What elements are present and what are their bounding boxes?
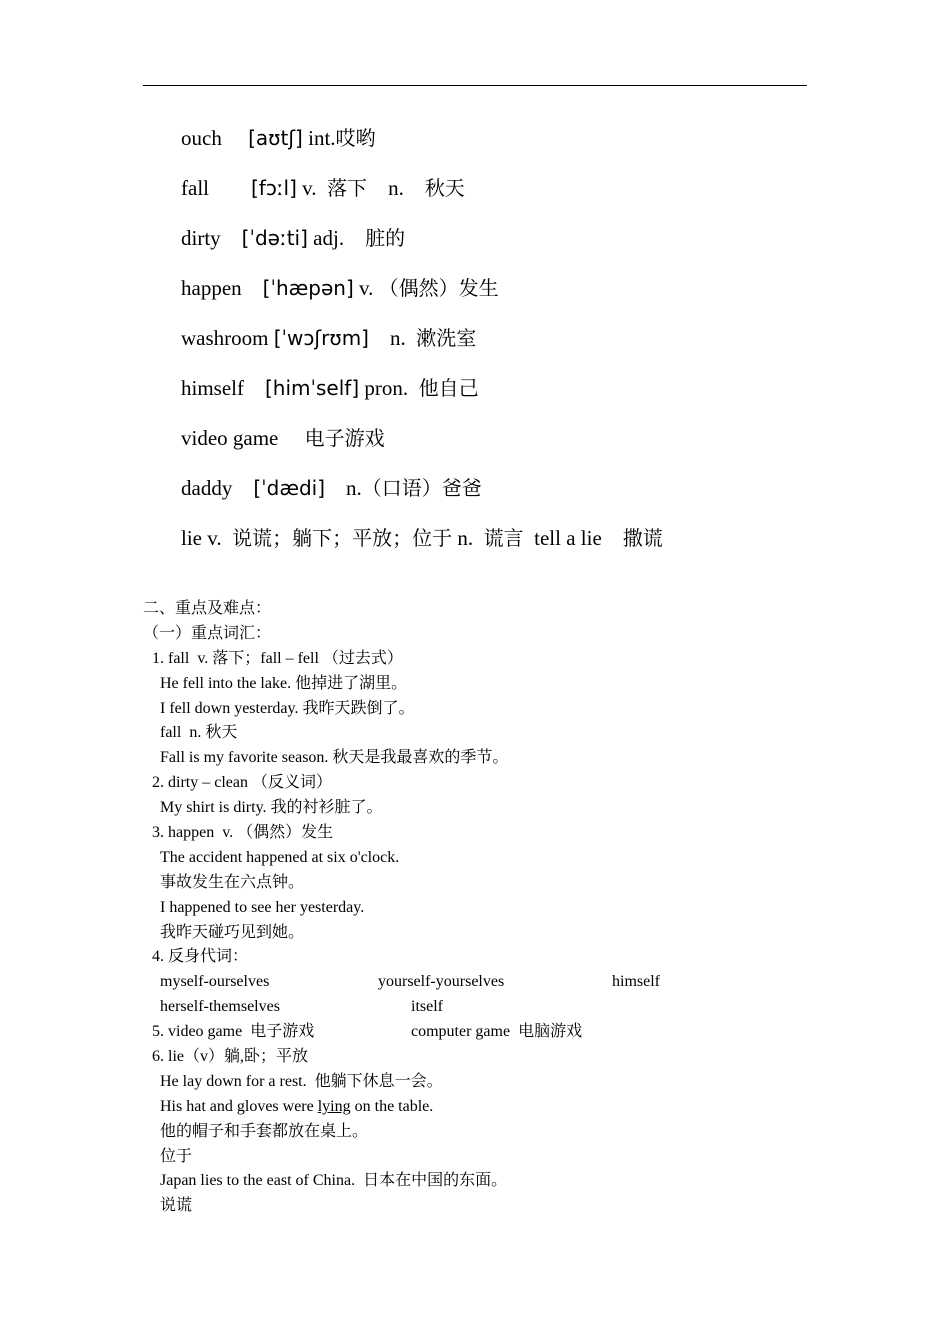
header-rule	[143, 85, 807, 86]
vocab-meaning: 落下	[327, 176, 368, 200]
example-sentence: Japan lies to the east of China. 日本在中国的东面。	[160, 1172, 508, 1190]
pronoun-row	[143, 970, 660, 995]
vocab-word: ouch	[181, 126, 222, 150]
pronoun-pair: himself	[612, 973, 660, 991]
vocab-row-happen	[181, 268, 663, 318]
vocab-pos: v.	[302, 176, 317, 200]
vocab-phrase-meaning: 撒谎	[622, 526, 663, 550]
vocab-row-lie	[181, 518, 663, 568]
vocab-word: video game	[181, 426, 279, 450]
underlined-word: lying	[317, 1097, 351, 1115]
vocab-meaning: 说谎；躺下；平放；位于	[232, 526, 453, 550]
vocab-meaning: 他自己	[418, 376, 479, 400]
note-subitem: fall n. 秋天	[160, 724, 238, 742]
note-item-5b: computer game 电脑游戏	[411, 1023, 583, 1041]
vocab-meaning: 哎哟	[335, 126, 376, 150]
vocab-ipa: [ˈdædi]	[253, 476, 326, 500]
vocab-meaning-2: 谎言	[483, 526, 524, 550]
vocab-row-himself	[181, 368, 663, 418]
vocab-pos: v.	[207, 526, 222, 550]
pronoun-pair: yourself-yourselves	[378, 973, 505, 991]
vocab-pos: n.	[389, 326, 406, 350]
pronoun-pair: herself-themselves	[160, 998, 280, 1016]
note-item-4: 4. 反身代词：	[152, 948, 249, 966]
vocab-row-video-game	[181, 418, 663, 468]
example-sentence: The accident happened at six o'clock.	[160, 848, 400, 866]
vocab-ipa: [ˈhæpən]	[262, 276, 354, 300]
example-sentence: He fell into the lake. 他掉进了湖里。	[160, 674, 408, 692]
vocab-pos: pron.	[364, 376, 409, 400]
note-item-6: 6. lie（v）躺,卧；平放	[152, 1048, 308, 1066]
subsection-title: （一）重点词汇：	[143, 624, 272, 642]
example-sentence: Fall is my favorite season. 秋天是我最喜欢的季节。	[160, 749, 509, 767]
vocab-ipa: [ˈwɔʃrʊm]	[273, 326, 369, 350]
vocab-word: happen	[181, 276, 242, 300]
example-sentence: I happened to see her yesterday.	[160, 898, 365, 916]
vocab-meaning: （口语）爸爸	[361, 476, 482, 500]
vocab-word: dirty	[181, 226, 221, 250]
note-subitem: 说谎	[160, 1197, 193, 1215]
example-translation: 他的帽子和手套都放在桌上。	[160, 1122, 369, 1140]
vocab-pos: v.	[359, 276, 374, 300]
note-item-5	[143, 1020, 660, 1045]
note-item-3: 3. happen v. （偶然）发生	[152, 824, 334, 842]
pronoun-pair: itself	[411, 998, 443, 1016]
vocab-ipa: [aʊtʃ]	[248, 126, 303, 150]
example-text: His hat and gloves were	[160, 1097, 318, 1115]
vocab-pos: n.	[346, 476, 362, 500]
example-sentence	[143, 1095, 660, 1120]
vocab-row-ouch	[181, 118, 663, 168]
vocabulary-list	[181, 118, 663, 568]
vocab-meaning: 漱洗室	[416, 326, 477, 350]
example-translation: 事故发生在六点钟。	[160, 873, 305, 891]
vocab-row-fall	[181, 168, 663, 218]
vocab-word: washroom	[181, 326, 269, 350]
vocab-row-daddy	[181, 468, 663, 518]
section-title: 二、重点及难点：	[143, 600, 272, 617]
example-sentence: I fell down yesterday. 我昨天跌倒了。	[160, 699, 415, 717]
note-subitem: 位于	[160, 1147, 193, 1165]
example-translation: 我昨天碰巧见到她。	[160, 923, 305, 941]
vocab-word: daddy	[181, 476, 233, 500]
vocab-pos-2: n.	[388, 176, 404, 200]
vocab-word: fall	[181, 176, 209, 200]
example-text: on the table.	[350, 1097, 434, 1115]
vocab-pos: int.	[308, 126, 336, 150]
vocab-row-washroom	[181, 318, 663, 368]
vocab-word: himself	[181, 376, 244, 400]
pronoun-pair: myself-ourselves	[160, 973, 270, 991]
vocab-meaning: 脏的	[365, 226, 406, 250]
vocab-ipa: [fɔːl]	[250, 176, 297, 200]
vocab-ipa: [himˈself]	[265, 376, 360, 400]
key-points-section	[143, 597, 660, 1219]
vocab-meaning: 电子游戏	[304, 426, 385, 450]
example-sentence: My shirt is dirty. 我的衬衫脏了。	[160, 799, 383, 817]
vocab-meaning: （偶然）发生	[378, 276, 499, 300]
vocab-pos: adj.	[313, 226, 345, 250]
note-item-2: 2. dirty – clean （反义词）	[152, 774, 332, 792]
vocab-meaning-2: 秋天	[424, 176, 465, 200]
example-sentence: He lay down for a rest. 他躺下休息一会。	[160, 1072, 443, 1090]
vocab-phrase: tell a lie	[534, 526, 602, 550]
note-item-5a: 5. video game 电子游戏	[152, 1023, 315, 1041]
vocab-ipa: [ˈdəːti]	[241, 226, 308, 250]
vocab-word: lie	[181, 526, 202, 550]
pronoun-row	[143, 995, 660, 1020]
note-item-1: 1. fall v. 落下；fall – fell （过去式）	[152, 649, 403, 667]
vocab-row-dirty	[181, 218, 663, 268]
vocab-pos-2: n.	[457, 526, 474, 550]
